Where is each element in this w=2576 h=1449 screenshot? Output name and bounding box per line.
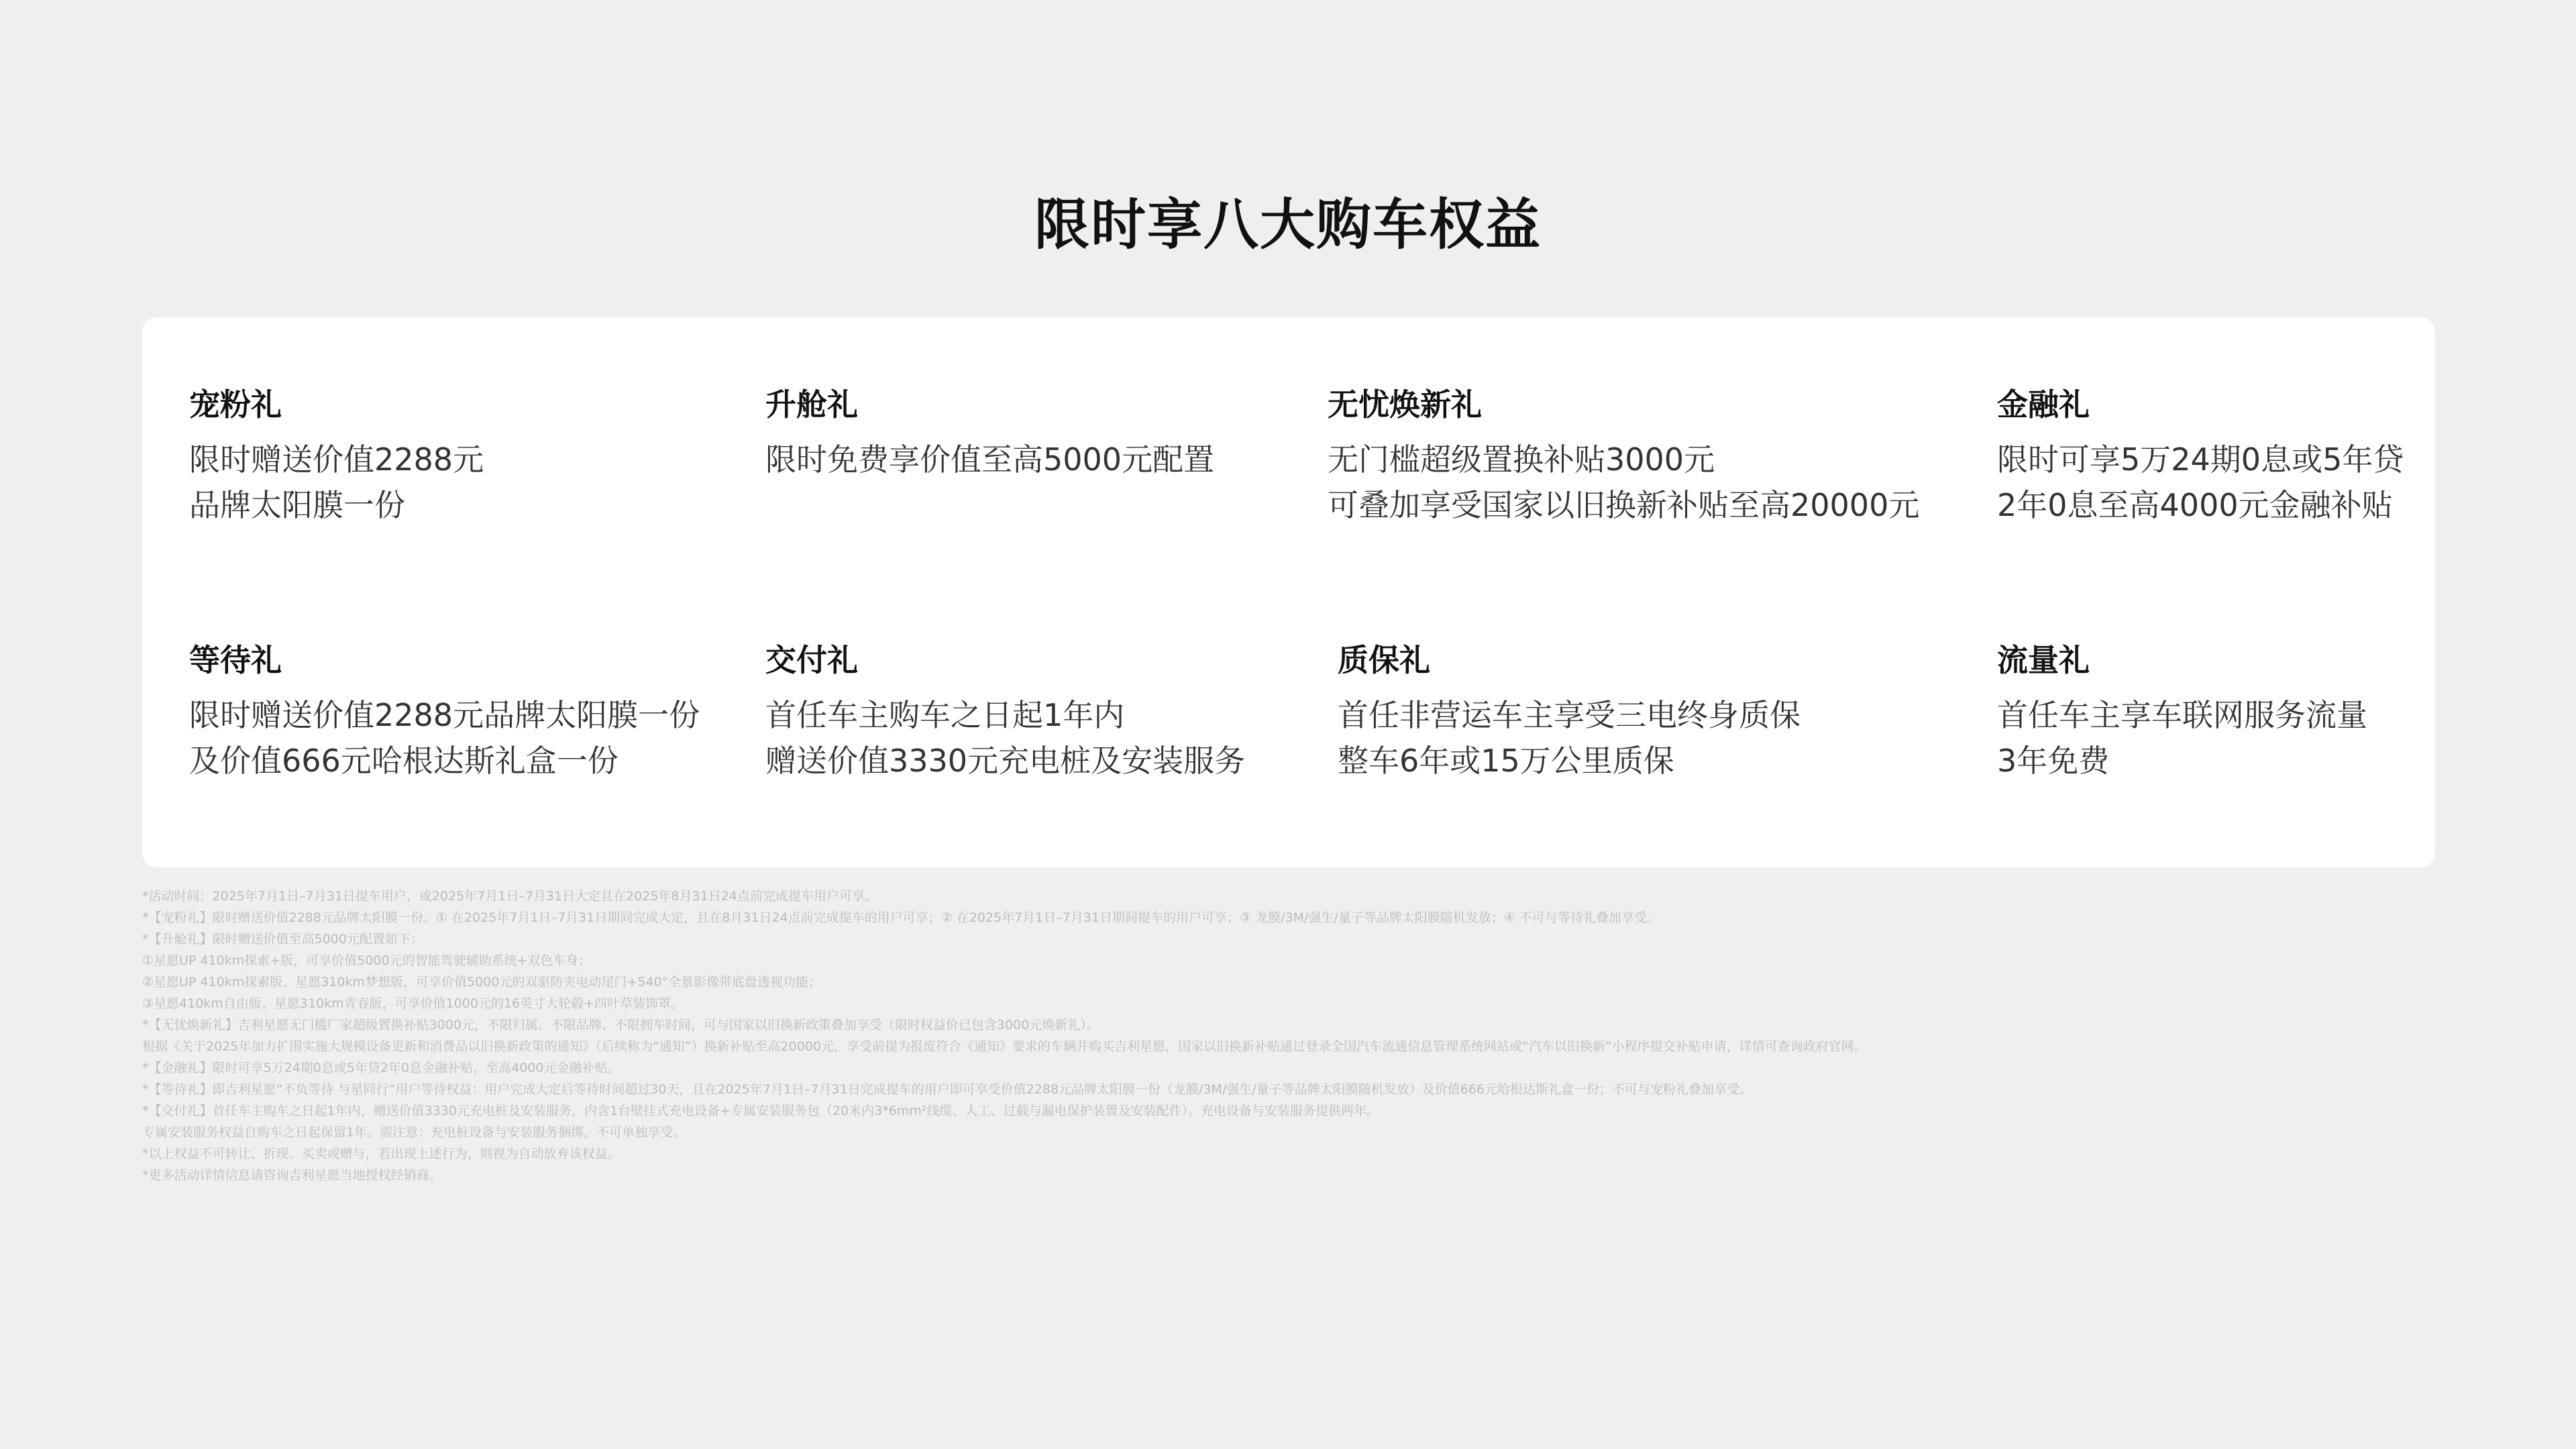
footnote-installation: 专属安装服务权益自购车之日起保留1年。需注意：充电桩设备与安装服务捆绑，不可单独享受。 [142, 1125, 686, 1140]
footnotes [142, 885, 2435, 1186]
benefit-item-jinrong [1997, 384, 2404, 528]
footnote-shengcang: *【升舱礼】限时赠送价值至高5000元配置如下： [142, 932, 423, 947]
benefit-title: 交付礼 [765, 642, 858, 678]
benefit-title: 升舱礼 [765, 386, 858, 423]
benefit-description-line: 限时免费享价值至高5000元配置 [765, 441, 1215, 478]
benefit-description-line: 整车6年或15万公里质保 [1338, 743, 1674, 779]
footnote-shengcang-2: ②星愿UP 410km探索版、星愿310km梦想版，可享价值5000元的双驱防夹电动尾门+540°全景影像带底盘透视功能； [142, 975, 822, 989]
footnote-jiaofu: *【交付礼】首任车主购车之日起1年内，赠送价值3330元充电桩及安装服务，内含1台壁挂式充电设备+专属安装服务包（20米内3*6mm²线缆、人工、过载与漏电保护装置及安装配件）。充电设备与安装服务提供两年。 [142, 1104, 1379, 1118]
footnote-non-transferable: *以上权益不可转让、折现、买卖或赠与，若出现上述行为，则视为自动放弃该权益。 [142, 1146, 621, 1161]
benefit-description-line: 限时赠送价值2288元 [189, 441, 484, 478]
benefit-title: 流量礼 [1997, 642, 2090, 678]
benefit-description-line: 及价值666元哈根达斯礼盒一份 [189, 743, 619, 779]
benefit-title: 等待礼 [189, 642, 282, 678]
benefit-description-line: 2年0息至高4000元金融补贴 [1997, 487, 2393, 523]
benefit-title: 宠粉礼 [189, 386, 282, 423]
benefit-item-zhibao [1338, 640, 1801, 784]
footnote-jinrong: *【金融礼】限时可享5万24期0息或5年贷2年0息金融补贴，至高4000元金融补贴。 [142, 1061, 621, 1075]
benefit-title: 质保礼 [1338, 642, 1430, 678]
benefit-description-line: 品牌太阳膜一份 [189, 487, 405, 523]
benefit-item-liuliang [1997, 640, 2367, 784]
benefit-description-line: 可叠加享受国家以旧换新补贴至高20000元 [1328, 487, 1920, 523]
benefit-description-line: 限时赠送价值2288元品牌太阳膜一份 [189, 697, 700, 733]
benefit-item-chongfen [189, 384, 484, 528]
footnote-shengcang-1: ①星愿UP 410km探索+版，可享价值5000元的智能驾驶辅助系统+双色车身； [142, 953, 592, 968]
benefit-description-line: 首任车主购车之日起1年内 [765, 697, 1125, 733]
benefit-title: 无忧焕新礼 [1328, 386, 1482, 423]
benefits-card [142, 317, 2435, 867]
benefit-item-wuyou-huanxin [1328, 384, 1919, 528]
footnote-activity-time: *活动时间：2025年7月1日–7月31日提车用户，或2025年7月1日–7月31日大定且在2025年8月31日24点前完成提车用户可享。 [142, 889, 877, 904]
benefit-item-shengcang [765, 384, 1214, 482]
footnote-chongfen: *【宠粉礼】限时赠送价值2288元品牌太阳膜一份。① 在2025年7月1日–7月31日期间完成大定，且在8月31日24点前完成提车的用户可享；② 在2025年7月1日–7月31日期间提车的用户可享；③ 龙膜/3M/强生/量子等品牌太阳膜随机发放；④ 不可与等待礼叠加享受。 [142, 910, 1660, 925]
footnote-national-subsidy: 根据《关于2025年加力扩围实施大规模设备更新和消费品以旧换新政策的通知》（后续称为“通知”）换新补贴至高20000元，享受前提为报废符合《通知》要求的车辆并购买吉利星愿，国家以旧换新补贴通过登录全国汽车流通信息管理系统网站或“汽车以旧换新”小程序提交补贴申请，详情可查询政府官网。 [142, 1039, 1867, 1054]
footnote-wuyou-huanxin: *【无忧焕新礼】吉利星愿无门槛厂家超级置换补贴3000元，不限归属、不限品牌、不限拥车时间，可与国家以旧换新政策叠加享受（限时权益价已包含3000元焕新礼）。 [142, 1018, 1099, 1032]
benefit-description-line: 无门槛超级置换补贴3000元 [1328, 441, 1715, 478]
benefit-description-line: 3年免费 [1997, 743, 2110, 779]
footnote-more-info: *更多活动详情信息请咨询吉利星愿当地授权经销商。 [142, 1168, 442, 1183]
benefit-title: 金融礼 [1997, 386, 2090, 423]
benefit-description-line: 首任车主享车联网服务流量 [1997, 697, 2367, 733]
benefit-item-dengdai [189, 640, 700, 784]
benefit-description-line: 限时可享5万24期0息或5年贷 [1997, 441, 2404, 478]
benefit-description-line: 赠送价值3330元充电桩及安装服务 [765, 743, 1246, 779]
benefit-item-jiaofu [765, 640, 1245, 784]
page-title: 限时享八大购车权益 [1034, 193, 1542, 257]
benefit-description-line: 首任非营运车主享受三电终身质保 [1338, 697, 1801, 733]
footnote-shengcang-3: ③星愿410km自由版、星愿310km青春版，可享价值1000元的16英寸大轮毂+四叶草装饰罩。 [142, 996, 684, 1011]
footnote-dengdai: *【等待礼】即吉利星愿“不负等待 与星同行”用户等待权益：用户完成大定后等待时间超过30天，且在2025年7月1日–7月31日完成提车的用户即可享受价值2288元品牌太阳膜一份（龙膜/3M/强生/量子等品牌太阳膜随机发放）及价值666元哈根达斯礼盒一份；不可与宠粉礼叠加享受。 [142, 1082, 1753, 1097]
